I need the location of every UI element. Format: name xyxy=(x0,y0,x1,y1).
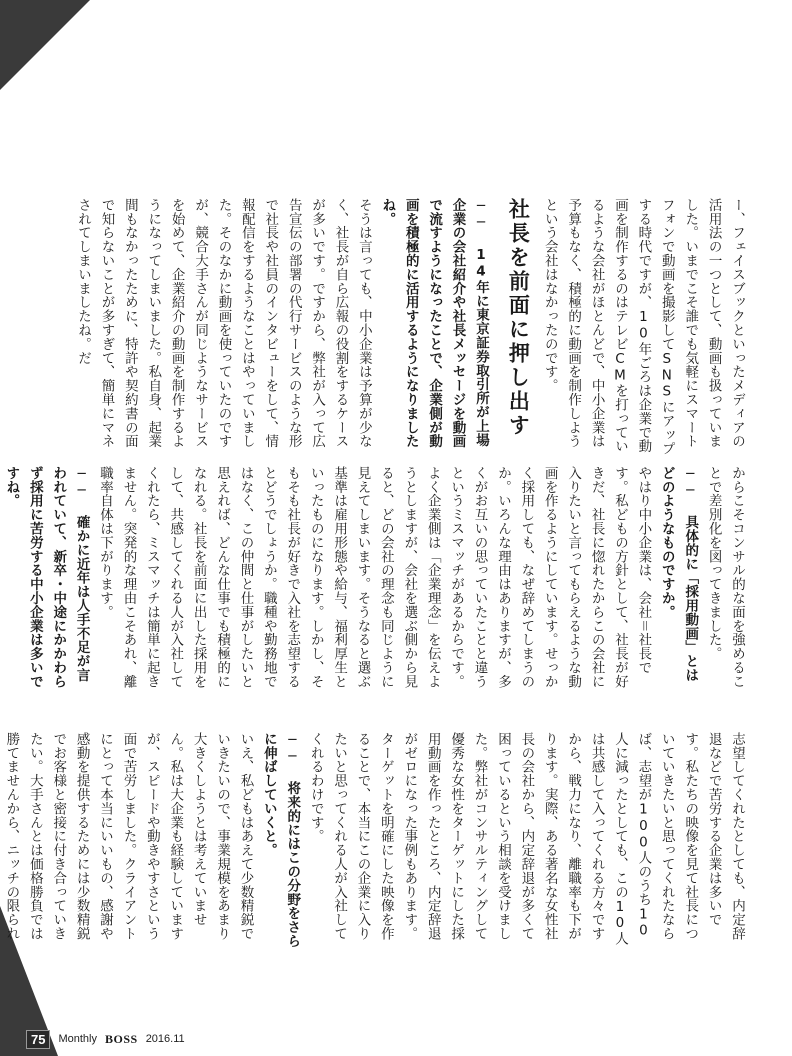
page-number: 75 xyxy=(26,1030,50,1049)
body-paragraph: いえ、私どもはあえて少数精鋭でいきたいので、事業規模をあまり大きくしようとは考えていません。私は大企業も経験していますが、スピードや動きやすさという面で苦労しました。クライアントにとって本当にいいもの、感謝や感動を提供するためには少数精鋭でお客様と密接に付き合っていきたい。大手さんとは価格勝負では勝てませんから、ニッチの限られ xyxy=(3,732,254,941)
magazine-name: BOSS xyxy=(105,1031,138,1046)
magazine-prefix: Monthly xyxy=(58,1033,97,1045)
interview-question: ── 14年に東京証券取引所が上場企業の会社紹介や社長メッセージを動画で流すようになったことで、企業側が動画を積極的に活用するようになりましたね。 xyxy=(379,198,489,449)
interview-question: ── 将来的にはこの分野をさらに伸ばしていくと。 xyxy=(260,732,301,948)
corner-decoration-top-left xyxy=(0,0,90,90)
body-paragraph: ー、フェイスブックといったメディアの活用法の一つとして、動画も扱っていました。いまでこそ誰でも気軽にスマートフォンで動画を撮影してSNSにアップする時代ですが、10年ごろは企業で動画を制作するのはテレビCMを打っているような会社がほとんどで、中小企業は予算もなく、積極的に動画を制作しようという会社はなかったのです。 xyxy=(541,198,745,456)
section-heading: 社長を前面に押し出す xyxy=(506,198,531,438)
body-paragraph: そうは言っても、中小企業は予算が少なく、社長が自ら広報の役割をするケースが多いです。ですから、弊社が入って広告宣伝の部署の代行サービスのような形で社長や社員のインタビューをして、情報配信をするようなことはやっていました。そのなかに動画を使っていたのですが、競合大手さんが同じようなサービスを始めて、企業紹介の動画を制作するようになってしまいました。私自身、起業間もなかったために、特許や契約書の面で知らないことが多すぎて、簡単にマネされてしまいましたね。だ xyxy=(75,198,372,449)
body-paragraph: やはり中小企業は、会社＝社長です。私どもの方針として、社長が好きだ、社長に惚れたからこの会社に入りたいと言ってもらえるような動画を作るようにしています。せっかく採用しても、なぜ辞めてしまうのか。いろんな理由はありますが、多くがお互いの思っていたことと違うというミスマッチがあるからです。よく企業側は「企業理念」を伝えようとしますが、会社を選ぶ側から見ると、どの会社の理念も同じように見えてしまいます。そうなると選ぶ基準は雇用形態や給与、福利厚生といったものになります。しかし、そもそも社長が好きで入社を志望するとどうでしょうか。職種や勤務地ではなく、この仲間と仕事がしたいと思えれば、どんな仕事でも積極的になれる。社長を前面に出した採用をして、共感してくれる人が入社してくれたら、ミスマッチは簡単に起きません。突発的な理由こそあれ、離職率自体は下がります。 xyxy=(97,466,652,689)
interview-question: ── 確かに近年は人手不足が言われていて、新卒・中途にかかわらず採用に苦労する中小企業は多いですね。 xyxy=(3,466,90,689)
issue-date: 2016.11 xyxy=(145,1033,185,1045)
page-footer xyxy=(26,1029,185,1049)
interview-question: ── 具体的に「採用動画」とはどのようなものですか。 xyxy=(658,466,699,682)
article-tier-2 xyxy=(3,466,748,694)
article-tier-1 xyxy=(48,198,748,458)
article-tier-3 xyxy=(3,732,748,948)
body-paragraph: からこそコンサル的な面を強めることで差別化を図ってきました。 xyxy=(705,466,745,689)
body-paragraph: 志望してくれたとしても、内定辞退などで苦労する企業は多いです。私たちの映像を見て社長についていきたいと思ってくれたならば、志望が100人のうち10人に減ったとしても、この10人は共感して入ってくれる方々ですから、戦力になり、離職率も下がります。実際、ある著名な女性社長の会社から、内定辞退が多くて困っているという相談を受けました。弊社がコンサルティングして優秀な女性をターゲットにした採用動画を作ったところ、内定辞退がゼロになった事例もあります。ターゲットを明確にした映像を作ることで、本当にこの企業に入りたいと思ってくれる人が入社してくれるわけです。 xyxy=(307,732,745,946)
